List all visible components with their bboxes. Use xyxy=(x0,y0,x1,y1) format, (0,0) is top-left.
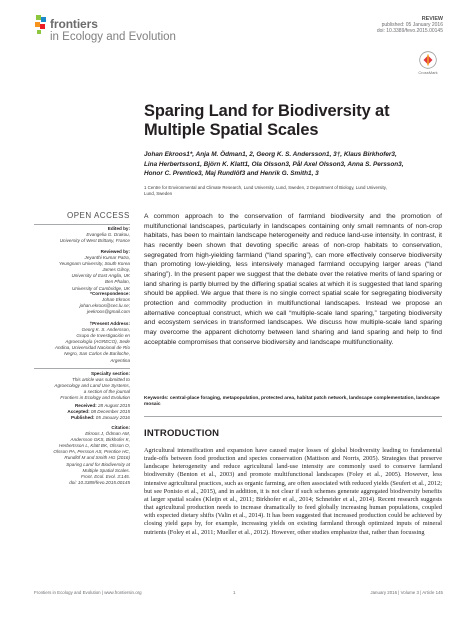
article-meta xyxy=(377,16,443,35)
sidebar-divider xyxy=(34,368,130,369)
author-line: Lina Herbertsson1, Björn K. Klatt1, Ola Olsson3, Pål Axel Olsson3, Anna S. Persson3, xyxy=(144,160,404,168)
address-line: Andina, Universidad Nacional de Río xyxy=(54,345,130,351)
specialty-line: Agroecology and Land Use Systems, xyxy=(54,383,130,389)
address-line: Agroecología (AGRECO), Sede xyxy=(65,339,130,345)
accepted-date: 08 December 2015 xyxy=(90,409,130,415)
page-number: 1 xyxy=(233,590,236,595)
edited-by-label: Edited by: xyxy=(107,226,130,231)
citation-line: Ekroos J, Ödman AM, xyxy=(85,431,130,437)
citation-line: Herbertsson L, Klatt BK, Olsson O, xyxy=(59,443,130,449)
published-date-side: 05 January 2016 xyxy=(95,415,130,421)
abstract-divider xyxy=(144,416,442,417)
citation-line: Front. Ecol. Evol. 3:145. xyxy=(80,473,130,479)
citation-label: Citation: xyxy=(111,425,130,430)
specialty-line: a section of the journal xyxy=(83,389,130,395)
editor-name: Evangelia G. Drakou, xyxy=(86,232,130,238)
crossmark-badge[interactable] xyxy=(415,51,441,75)
correspondence-email[interactable]: jeekroos@gmail.com xyxy=(87,309,130,315)
address-line: Grupo de Investigación en xyxy=(76,333,130,339)
present-address-label: †Present Address: xyxy=(89,321,130,326)
brand-name: frontiers xyxy=(50,17,98,31)
edited-by-block xyxy=(34,226,130,244)
keywords-block xyxy=(144,396,442,409)
doi[interactable]: doi: 10.3389/fevo.2015.00145 xyxy=(376,28,443,35)
published-date: published: 05 January 2016 xyxy=(381,22,443,29)
reviewed-by-block xyxy=(34,249,130,292)
received-date: 28 August 2015 xyxy=(97,403,130,408)
reviewer-line: University of East Anglia, UK xyxy=(71,273,130,279)
reviewer-line: Ben Phalan, xyxy=(104,279,130,285)
crossmark-icon xyxy=(419,51,437,69)
specialty-line: This article was submitted to xyxy=(72,377,130,383)
specialty-label: Specialty section: xyxy=(90,371,130,376)
correspondence-label: *Correspondence: xyxy=(90,291,130,296)
specialty-block xyxy=(34,371,130,401)
section-heading: INTRODUCTION xyxy=(144,428,220,439)
citation-line: Sparing Land for Biodiversity at xyxy=(66,461,130,467)
author-line: Honor C. Prentice3, Maj Rundlöf3 and Henrik G. Smith1, 3 xyxy=(144,170,319,178)
specialty-line: Frontiers in Ecology and Evolution xyxy=(60,395,130,401)
present-address-block xyxy=(34,321,130,364)
correspondence-email[interactable]: johan.ekroos@cec.lu.se; xyxy=(79,303,130,309)
citation-doi[interactable]: doi: 10.3389/fevo.2015.00145 xyxy=(69,479,130,485)
keywords-label: Keywords: xyxy=(144,396,169,401)
abstract-text: A common approach to the conservation of farmland biodiversity and the promotion of multifunctional landscapes, particularly in landscapes containing only small remnants of non-crop habitats, has been to maintain landscape heterogeneity and reduce land-use intensity. In contrast, it has recently been shown that devoting specific areas of non-crop habitats to conservation, segregated from high-yielding farmland (“land sparing”), can more effectively conserve biodiversity than promoting low-yielding, less intensively managed farmland occupying larger areas (“land sharing”). In the present paper we suggest that the debate over the relative merits of land sparing or land sharing is partly blurred by the differing spatial scales at which it is suggested that land sparing should be applied. We argue that there is no single correct spatial scale for segregating biodiversity protection and commodity production in multifunctional landscapes. Instead we propose an alternative conceptual construct, which we call “multiple-scale land sparing,” targeting biodiversity and ecosystem services in transformed landscapes. We discuss how multiple-scale land sparing may overcome the apparent dichotomy between land sharing and land sparing and help to find acceptable compromises that conserve biodiversity and landscape multifunctionality. xyxy=(144,213,442,346)
affiliation-line: 1 Centre for Environmental and Climate Research, Lund University, Lund, Sweden, 2 Department of Biology, Lund University, xyxy=(144,185,387,190)
affiliation-line: Lund, Sweden xyxy=(144,191,173,197)
editor-affiliation: University of West Brittany, France xyxy=(59,238,130,244)
address-line: Argentina xyxy=(110,357,130,363)
address-line: Negro, San Carlos de Bariloche, xyxy=(64,351,130,357)
accepted-label: Accepted: xyxy=(67,409,90,415)
reviewer-line: Yeungnam University, South Korea xyxy=(58,261,130,267)
dates-block xyxy=(34,403,130,421)
citation-line: Olsson PA, Persson AS, Prentice HC, xyxy=(53,449,130,455)
reviewer-line: James Gilroy, xyxy=(102,267,130,273)
author-list xyxy=(144,150,444,179)
citation-line: Multiple Spatial Scales. xyxy=(82,467,130,473)
correspondence-block xyxy=(34,291,130,315)
reviewed-by-label: Reviewed by: xyxy=(100,249,130,254)
article-title: Sparing Land for Biodiversity at Multiple Spatial Scales xyxy=(144,102,390,139)
keywords-text: central-place foraging, metapopulation, protected area, habitat patch network, landscape complementation, landscape mosaic xyxy=(144,396,440,408)
reviewer-line: Jeyanthi Kumar Patra, xyxy=(84,255,130,261)
correspondence-line: Johan Ekroos xyxy=(101,297,130,303)
citation-line: Rundlöf M and Smith HG (2016) xyxy=(64,455,130,461)
author-line: Johan Ekroos1*, Anja M. Ödman1, 2, Georg K. S. Andersson1, 3†, Klaus Birkhofer3, xyxy=(144,151,397,158)
crossmark-label: CrossMark xyxy=(418,70,438,75)
reviewer-line: University of Cambridge, UK xyxy=(72,285,130,291)
sidebar-divider xyxy=(34,224,130,225)
open-access-label: OPEN ACCESS xyxy=(67,211,130,220)
article-type: REVIEW xyxy=(421,16,443,22)
affiliations xyxy=(144,185,440,197)
citation-line: Andersson GKS, Birkhofer K, xyxy=(70,437,130,443)
footer-issue: January 2016 | Volume 3 | Article 145 xyxy=(370,590,443,595)
frontiers-logo-icon xyxy=(34,14,48,38)
received-label: Received: xyxy=(74,403,97,408)
citation-block xyxy=(34,425,130,486)
footer-journal[interactable]: Frontiers in Ecology and Evolution | www.frontiersin.org xyxy=(34,590,142,595)
intro-text: Agricultural intensification and expansion have caused major losses of global biodiversity leading to fundamental trade-offs between food production and species conservation (Mattison and Norris, 2005). Strategies that preserve landscape heterogeneity and reduce agricultural land-use intensity are commonly used to conserve farmland biodiversity (Benton et al., 2003) and promote multifunctional landscapes (Foley et al., 2005). However, less intensive agricultural practices, such as organic farming, are often associated with reduced yields (Seufert et al., 2012; but see Ponisio et al., 2015), and in addition, it is not clear if such schemes generate aggregated biodiversity benefits at larger spatial scales (Kleijn et al., 2011; Birkhofer et al., 2014; Schneider et al., 2014). Recent research suggests that agricultural production needs to increase dramatically to feed globally increasing human populations, coupled with expected dietary shifts (Valin et al., 2014). It has been suggested that increased production could be achieved by closing yield gaps by, for example, increasing yields on existing farmland through optimized inputs of mineral nutrients (Foley et al., 2011; Mueller et al., 2012). However, other studies emphasize that, rather than focussing xyxy=(144,447,442,536)
journal-name: in Ecology and Evolution xyxy=(50,31,176,43)
address-line: Georg K. S. Andersson, xyxy=(81,327,130,333)
published-label: Published: xyxy=(71,415,95,421)
